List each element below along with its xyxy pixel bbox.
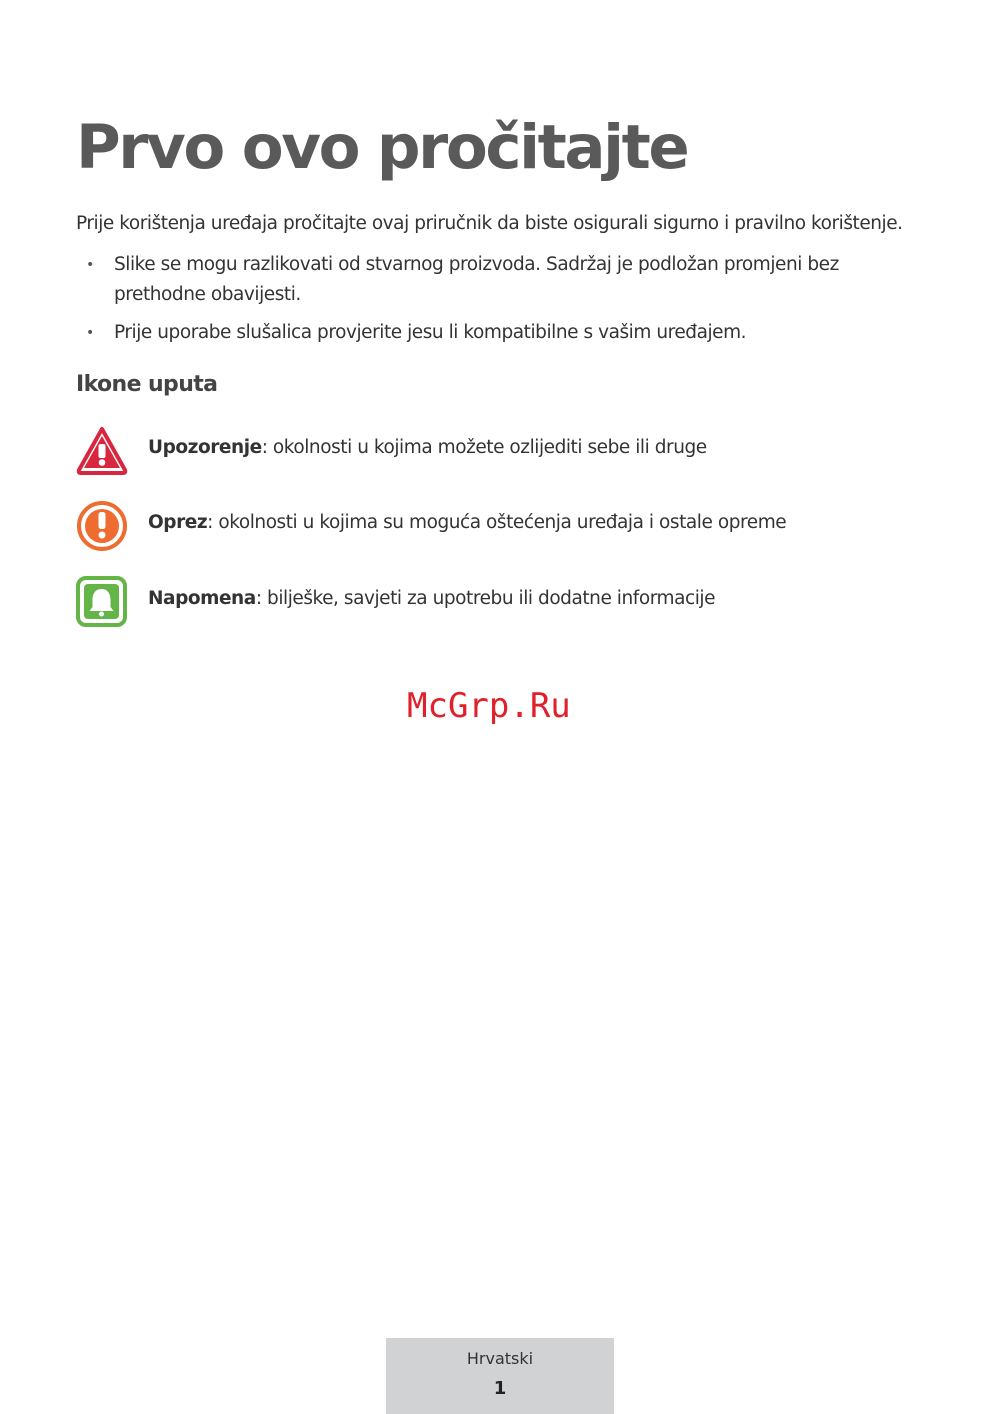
warning-text: : okolnosti u kojima možete ozlijediti sebe ili druge: [261, 437, 707, 458]
note-term: Napomena: [148, 588, 256, 609]
note-bell-icon: [76, 576, 128, 628]
section-heading: Ikone uputa: [76, 372, 218, 397]
footer-language: Hrvatski: [466, 1349, 534, 1368]
bullet-dot-icon: •: [86, 257, 94, 273]
page-title: Prvo ovo pročitajte: [76, 112, 688, 183]
icon-legend-caution: [76, 500, 936, 552]
icon-legend-note: [76, 576, 936, 628]
warning-term: Upozorenje: [148, 437, 262, 458]
bullet-dot-icon: •: [86, 325, 94, 341]
caution-text: : okolnosti u kojima su moguća oštećenja uređaja i ostale opreme: [207, 512, 787, 533]
watermark-text: McGrp.Ru: [407, 686, 571, 726]
footer-page-tab: [386, 1338, 614, 1414]
list-item: [86, 250, 906, 310]
note-text: : bilješke, savjeti za upotrebu ili dodatne informacije: [255, 588, 716, 609]
icon-legend-warning: [76, 425, 936, 477]
intro-paragraph: Prije korištenja uređaja pročitajte ovaj priručnik da biste osigurali sigurno i pravilno korištenje.: [76, 213, 903, 234]
warning-triangle-icon: [76, 425, 128, 477]
bullet-text: Slike se mogu razlikovati od stvarnog proizvoda. Sadržaj je podložan promjeni bez prethodne obavijesti.: [114, 254, 839, 305]
note-description: [148, 588, 715, 609]
page-number: 1: [493, 1378, 507, 1399]
caution-term: Oprez: [148, 512, 208, 533]
warning-description: [148, 437, 707, 458]
bullet-text: Prije uporabe slušalica provjerite jesu li kompatibilne s vašim uređajem.: [114, 322, 747, 343]
bullet-list: [86, 250, 906, 356]
caution-circle-icon: [76, 500, 128, 552]
list-item: [86, 318, 906, 348]
caution-description: [148, 512, 786, 533]
